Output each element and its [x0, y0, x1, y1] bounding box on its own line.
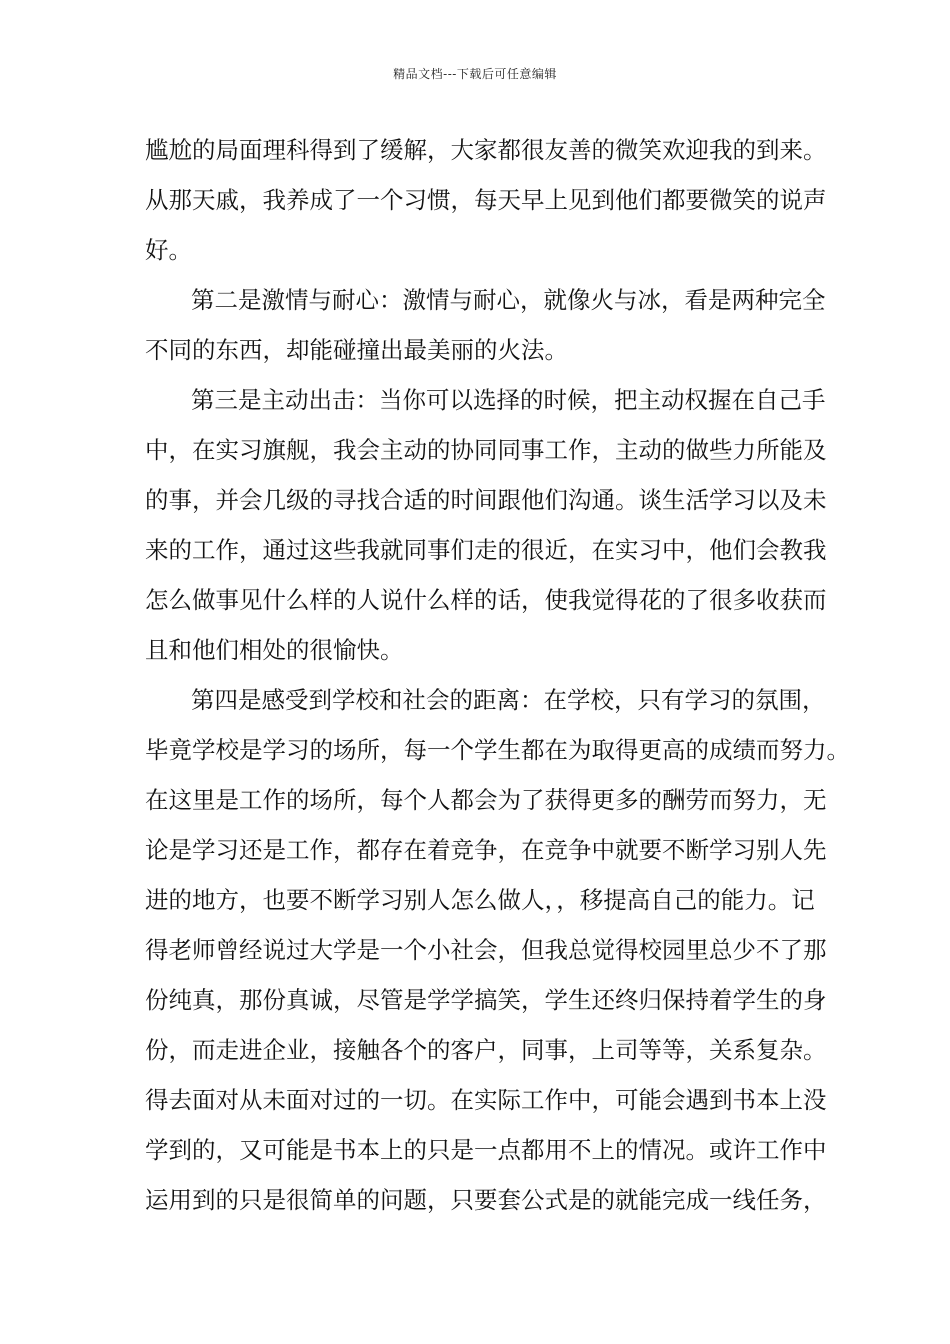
- text-line: 在这里是工作的场所，每个人都会为了获得更多的酬劳而努力，无: [145, 786, 827, 814]
- text-line: 第三是主动出击：当你可以选择的时候，把主动权握在自己手: [191, 386, 826, 414]
- text-line: 论是学习还是工作，都存在着竞争，在竞争中就要不断学习别人先: [145, 836, 827, 864]
- page-header: 精品文档---下载后可任意编辑: [393, 67, 557, 81]
- text-line: 得去面对从未面对过的一切。在实际工作中，可能会遇到书本上没: [145, 1086, 827, 1114]
- text-line: 从那天戚，我养成了一个习惯，每天早上见到他们都要微笑的说声: [145, 186, 827, 214]
- text-line: 第四是感受到学校和社会的距离：在学校，只有学习的氛围，: [191, 686, 826, 714]
- text-line: 来的工作，通过这些我就同事们走的很近，在实习中，他们会教我: [145, 536, 827, 564]
- text-line: 的事，并会几级的寻找合适的时间跟他们沟通。谈生活学习以及未: [145, 486, 827, 514]
- text-line: 不同的东西，却能碰撞出最美丽的火法。: [145, 336, 568, 364]
- text-line: 且和他们相处的很愉快。: [145, 636, 404, 664]
- document-body: [145, 125, 850, 1225]
- text-line: 进的地方，也要不断学习别人怎么做人，，移提高自己的能力。记: [145, 886, 815, 914]
- text-line: 毕竟学校是学习的场所，每一个学生都在为取得更高的成绩而努力。: [145, 736, 850, 764]
- text-line: 学到的，又可能是书本上的只是一点都用不上的情况。或许工作中: [145, 1136, 827, 1164]
- text-line: 份纯真，那份真诚，尽管是学学搞笑，学生还终归保持着学生的身: [145, 986, 827, 1014]
- text-line: 份，而走进企业，接触各个的客户，同事，上司等等，关系复杂。: [145, 1036, 827, 1064]
- text-line: 尴尬的局面理科得到了缓解，大家都很友善的微笑欢迎我的到来。: [145, 136, 827, 164]
- text-line: 怎么做事见什么样的人说什么样的话，使我觉得花的了很多收获而: [145, 586, 827, 614]
- text-line: 得老师曾经说过大学是一个小社会，但我总觉得校园里总少不了那: [145, 936, 827, 964]
- text-line: 第二是激情与耐心：激情与耐心，就像火与冰，看是两种完全: [191, 286, 826, 314]
- text-line: 运用到的只是很简单的问题，只要套公式是的就能完成一线任务，: [145, 1186, 827, 1214]
- text-line: 好。: [145, 236, 192, 264]
- text-line: 中，在实习旗舰，我会主动的协同同事工作，主动的做些力所能及: [145, 436, 827, 464]
